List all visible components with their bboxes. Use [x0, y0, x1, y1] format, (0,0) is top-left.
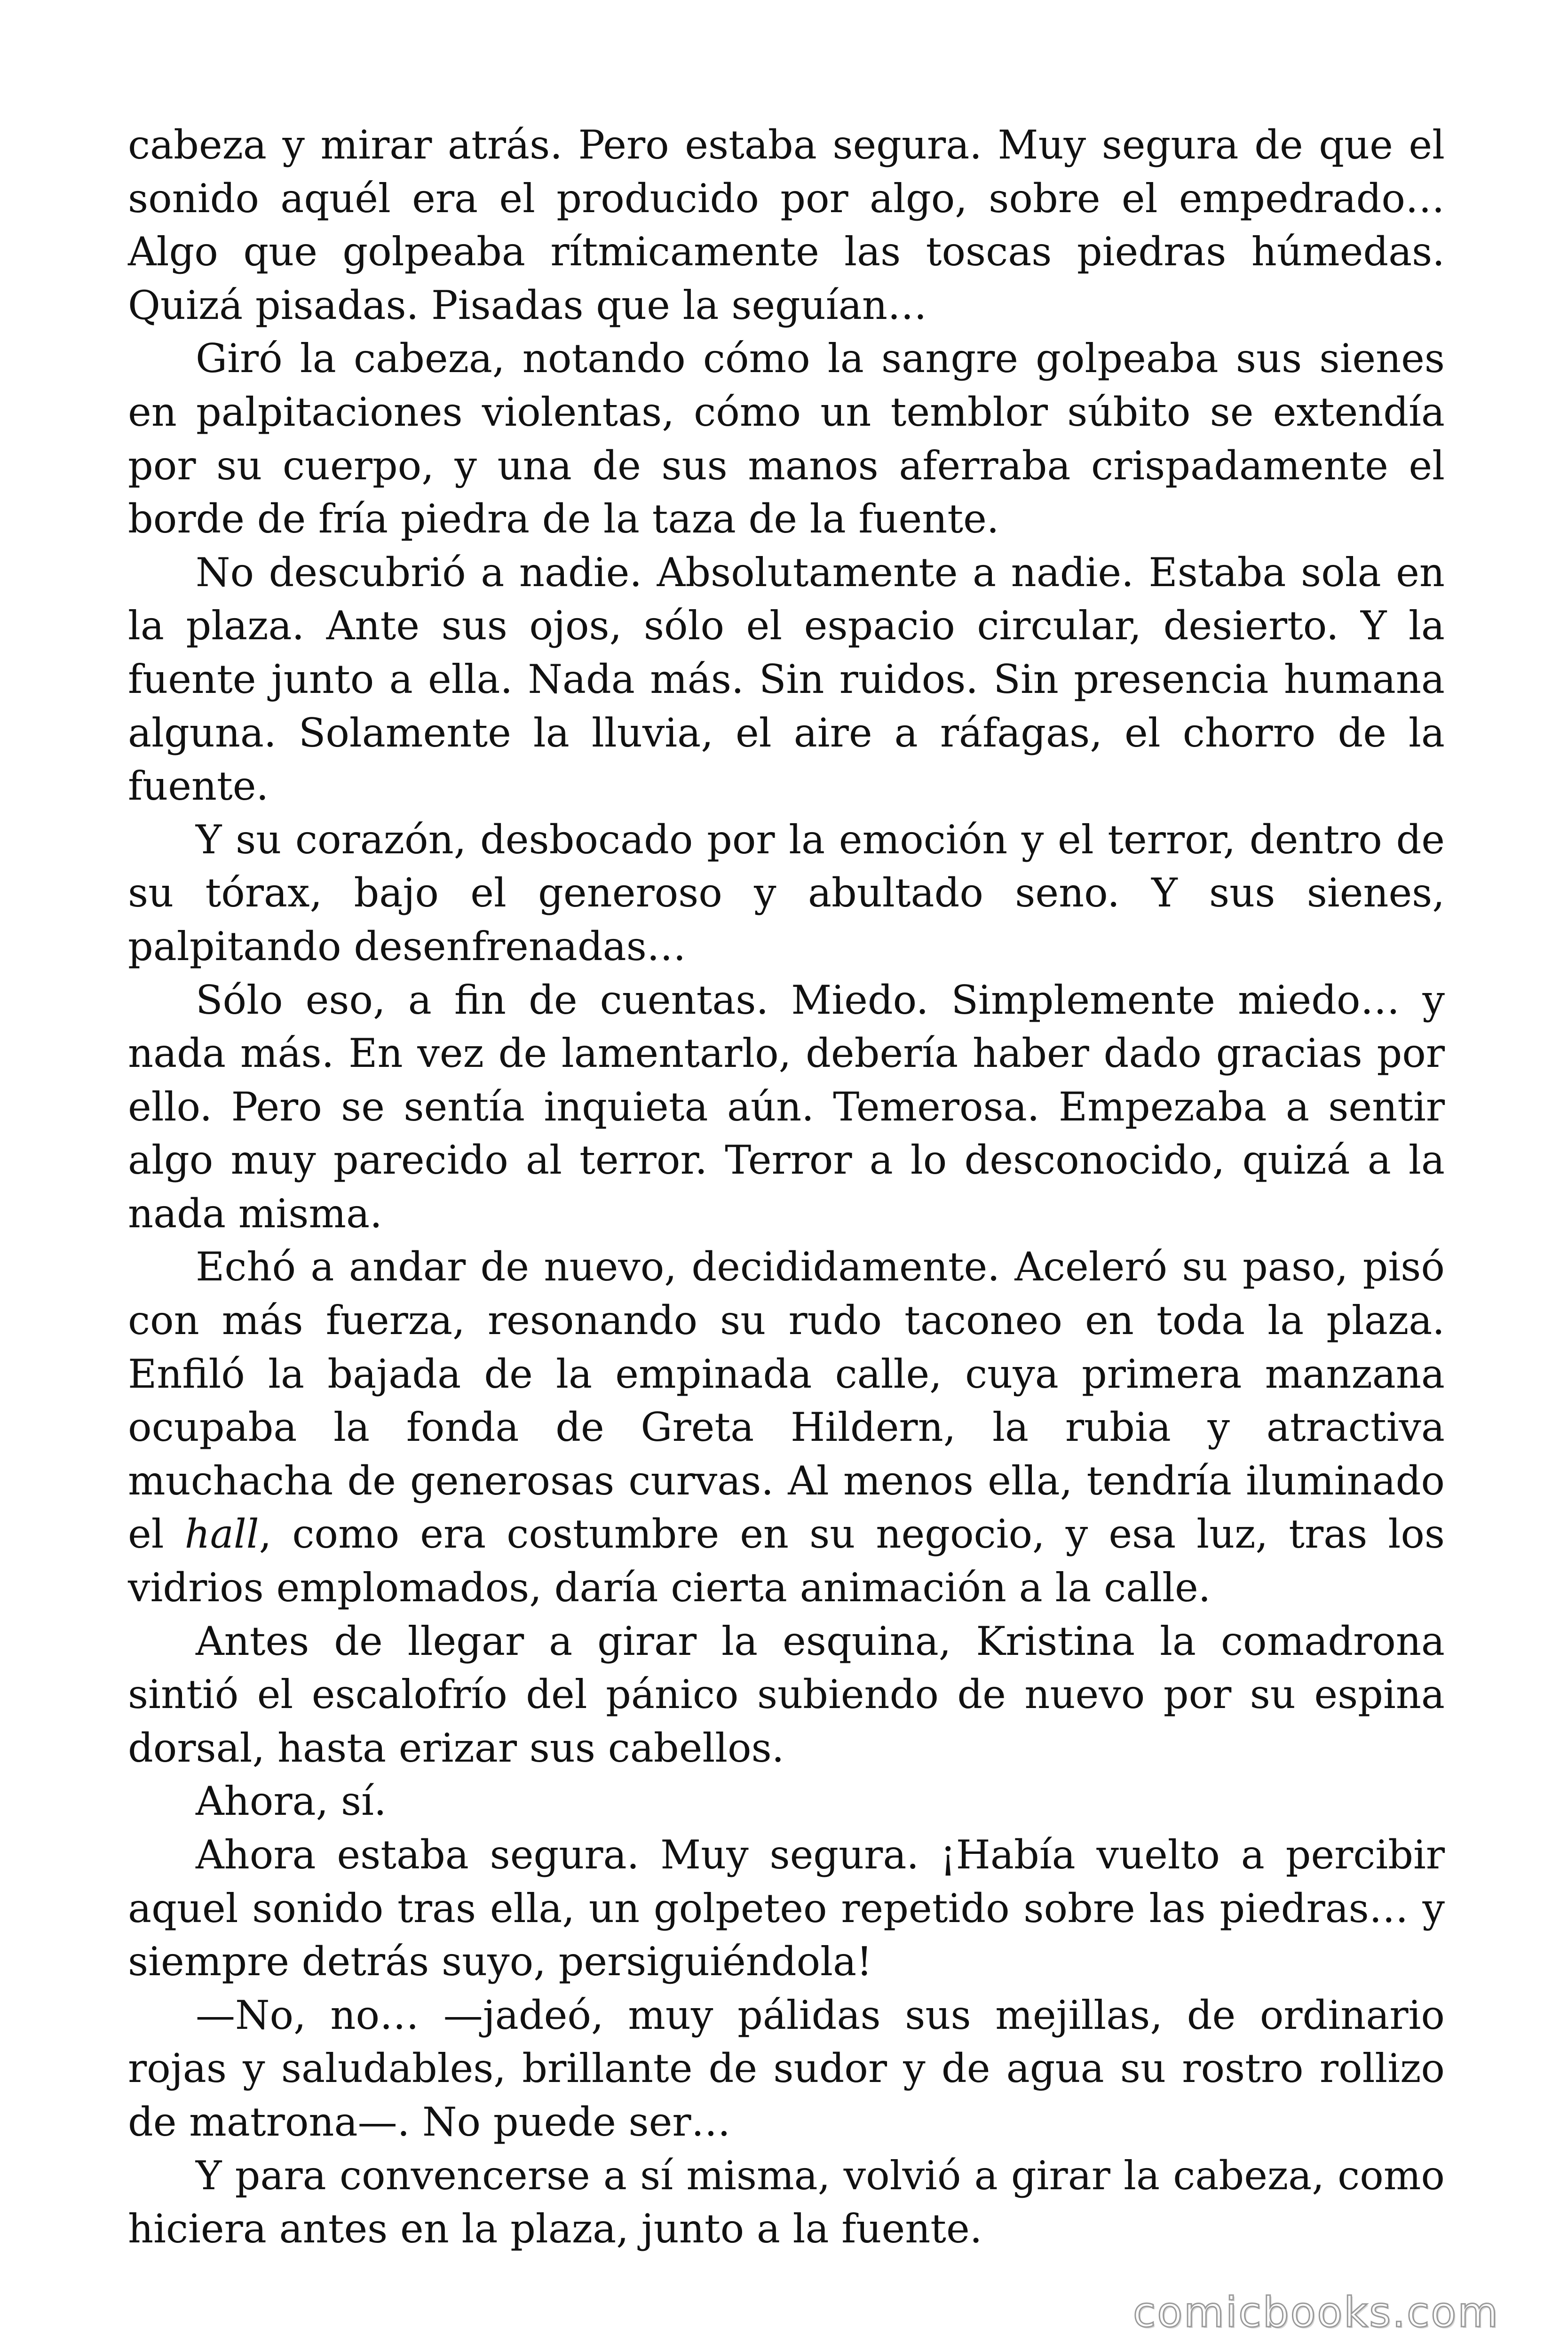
paragraph: Sólo eso, a fin de cuentas. Miedo. Simplemente miedo… y nada más. En vez de lamentarlo, debería haber dado gracias por ello. Pero se sentía inquieta aún. Temerosa. Empezaba a sentir algo muy parecido al terror. Terror a lo desconocido, quizá a la nada misma.: [128, 977, 1445, 1237]
paragraph: No descubrió a nadie. Absolutamente a nadie. Estaba sola en la plaza. Ante sus ojos, sólo el espacio circular, desierto. Y la fuente junto a ella. Nada más. Sin ruidos. Sin presencia humana alguna. Solamente la lluvia, el aire a ráfagas, el chorro de la fuente.: [128, 549, 1445, 810]
paragraph: Ahora estaba segura. Muy segura. ¡Había vuelto a percibir aquel sonido tras ella, un golpeteo repetido sobre las piedras… y siempre detrás suyo, persiguiéndola!: [128, 1832, 1445, 1985]
book-page-text: [128, 119, 1445, 2256]
paragraph: Ahora, sí.: [196, 1778, 387, 1825]
paragraph: Antes de llegar a girar la esquina, Kristina la comadrona sintió el escalofrío del pánico subiendo de nuevo por su espina dorsal, hasta erizar sus cabellos.: [128, 1618, 1445, 1771]
paragraph: Giró la cabeza, notando cómo la sangre golpeaba sus sienes en palpitaciones violentas, cómo un temblor súbito se extendía por su cuerpo, y una de sus manos aferraba crispadamente el borde de fría piedra de la taza de la fuente.: [128, 335, 1445, 542]
paragraph-text-after-italic: , como era costumbre en su negocio, y esa luz, tras los vidrios emplomados, daría cierta animación a la calle.: [128, 1511, 1445, 1611]
paragraph-with-italic: [128, 1240, 1445, 1614]
paragraph-continuation: cabeza y mirar atrás. Pero estaba segura. Muy segura de que el sonido aquél era el producido por algo, sobre el empedrado… Algo que golpeaba rítmicamente las toscas piedras húmedas. Quizá pisadas. Pisadas que la seguían…: [128, 122, 1445, 328]
paragraph-text-before-italic: Echó a andar de nuevo, decididamente. Aceleró su paso, pisó con más fuerza, resonando su rudo taconeo en toda la plaza. Enfiló la bajada de la empinada calle, cuya primera manzana ocupaba la fonda de Greta Hildern, la rubia y atractiva muchacha de generosas curvas. Al menos ella, tendría iluminado el: [128, 1244, 1445, 1557]
watermark-logo: comicbooks.com: [1132, 2288, 1499, 2336]
paragraph: Y su corazón, desbocado por la emoción y el terror, dentro de su tórax, bajo el generoso y abultado seno. Y sus sienes, palpitando desenfrenadas…: [128, 816, 1445, 969]
paragraph-dialogue: —No, no… —jadeó, muy pálidas sus mejillas, de ordinario rojas y saludables, brillante de sudor y de agua su rostro rollizo de matrona—. No puede ser…: [128, 1992, 1445, 2145]
italic-word: hall: [184, 1511, 259, 1557]
paragraph: Y para convencerse a sí misma, volvió a girar la cabeza, como hiciera antes en la plaza, junto a la fuente.: [128, 2152, 1445, 2252]
